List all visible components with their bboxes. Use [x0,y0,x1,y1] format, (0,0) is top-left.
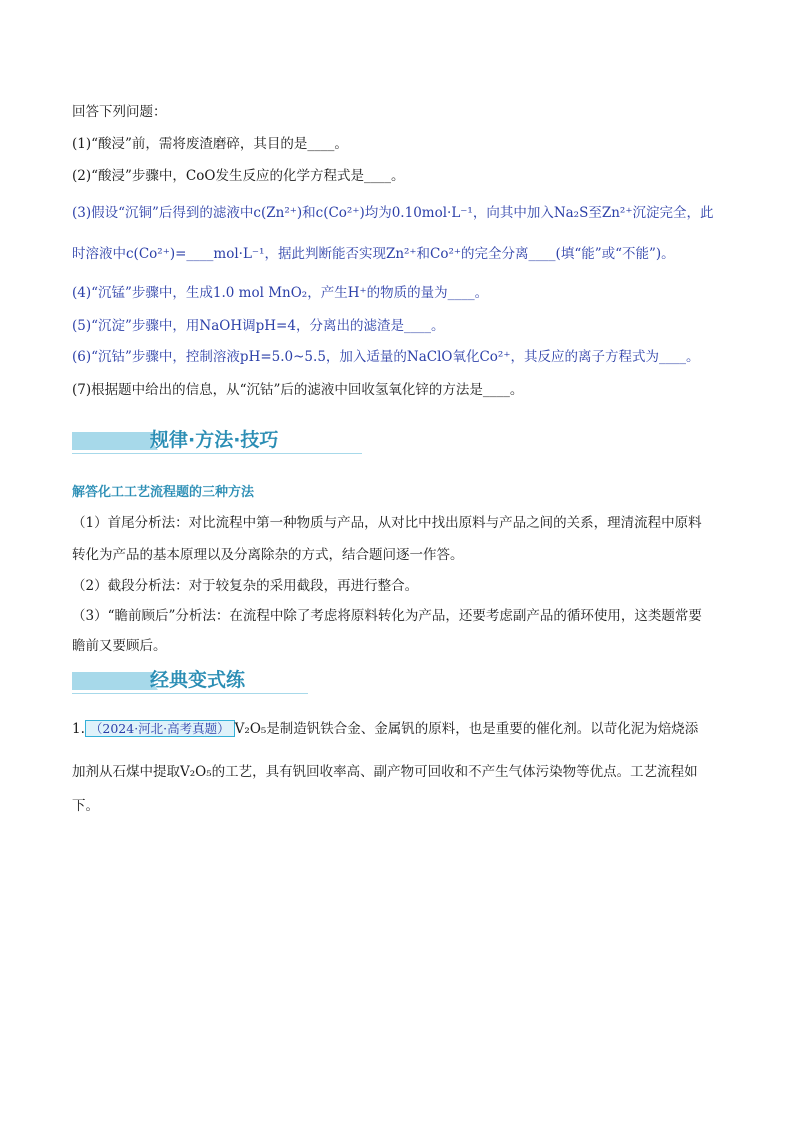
banner-rule [72,693,308,695]
question-3-line-2: 时溶液中c(Co²⁺)=____mol·L⁻¹，据此判断能否实现Zn²⁺和Co²⁺的完全分离____(填“能”或“不能”)。 [72,246,675,262]
question-7: (7)根据题中给出的信息，从“沉钴”后的滤液中回收氢氧化锌的方法是____。 [72,382,524,398]
method-2: （2）截段分析法：对于较复杂的采用截段，再进行整合。 [72,578,419,594]
methods-subtitle: 解答化工工艺流程题的三种方法 [72,485,255,500]
question-6: (6)“沉钴”步骤中，控制溶液pH=5.0~5.5，加入适量的NaClO氧化Co²⁺，其反应的离子方程式为____。 [72,349,700,365]
method-3-line-2: 瞻前又要顾后。 [72,638,167,654]
question-2: (2)“酸浸”步骤中，CoO发生反应的化学方程式是____。 [72,168,405,184]
section-banner-methods [72,428,362,454]
method-1-line-2: 转化为产品的基本原理以及分离除杂的方式，结合题问逐一作答。 [72,547,464,563]
question-3-line-1: (3)假设“沉铜”后得到的滤液中c(Zn²⁺)和c(Co²⁺)均为0.10mol·L⁻¹，向其中加入Na₂S至Zn²⁺沉淀完全，此 [72,205,714,221]
practice-question-1-line-1 [72,720,698,738]
method-3-line-1: （3）“瞻前顾后”分析法：在流程中除了考虑将原料转化为产品，还要考虑副产品的循环使用，这类题常要 [72,608,702,624]
section-title-practice: 经典变式练 [150,669,246,691]
method-1-line-1: （1）首尾分析法：对比流程中第一种物质与产品，从对比中找出原料与产品之间的关系，理清流程中原料 [72,515,702,531]
question-number: 1. [72,721,85,737]
question-4: (4)“沉锰”步骤中，生成1.0 mol MnO₂，产生H⁺的物质的量为____。 [72,285,489,301]
section-title-methods: 规律·方法·技巧 [150,429,279,451]
practice-question-1-line-2: 加剂从石煤中提取V₂O₅的工艺，具有钒回收率高、副产物可回收和不产生气体污染物等优点。工艺流程如 [72,764,698,780]
intro-text: 回答下列问题： [72,104,167,120]
question-1: (1)“酸浸”前，需将废渣磨碎，其目的是____。 [72,136,348,152]
question-text: V₂O₅是制造钒铁合金、金属钒的原料，也是重要的催化剂。以苛化泥为焙烧添 [234,721,699,737]
section-banner-practice [72,668,308,694]
source-tag: （2024·河北·高考真题） [85,720,235,737]
practice-question-1-line-3: 下。 [72,798,99,814]
banner-rule [72,453,362,455]
question-5: (5)“沉淀”步骤中，用NaOH调pH=4，分离出的滤渣是____。 [72,318,445,334]
